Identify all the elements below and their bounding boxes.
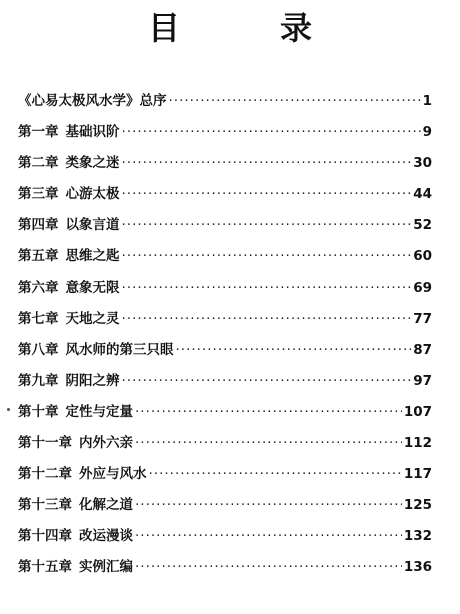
- toc-chapter-number: 第六章: [18, 279, 59, 296]
- dot-leader: [176, 340, 412, 360]
- toc-entry-chapter-2[interactable]: [18, 153, 432, 184]
- toc-entry-title: 心游太极: [65, 186, 120, 203]
- toc-page-number: 87: [413, 341, 432, 358]
- toc-entry-title: 类象之迷: [65, 155, 120, 172]
- toc-entry-title: 以象言道: [65, 217, 120, 234]
- toc-entry-chapter-1[interactable]: [18, 122, 432, 153]
- toc-entry-title: 意象无限: [65, 279, 120, 296]
- dot-leader: [135, 557, 402, 577]
- toc-page-number: 30: [413, 155, 432, 172]
- toc-entry-chapter-8[interactable]: [18, 340, 432, 371]
- toc-page-number: 69: [413, 279, 432, 296]
- toc-entry-chapter-7[interactable]: [18, 309, 432, 340]
- toc-entry-chapter-9[interactable]: [18, 371, 432, 402]
- dot-leader: [135, 526, 402, 546]
- toc-chapter-number: 第三章: [18, 186, 59, 203]
- toc-entry-chapter-13[interactable]: [18, 495, 432, 526]
- dot-leader: [122, 153, 412, 173]
- toc-chapter-number: 第四章: [18, 217, 59, 234]
- dot-leader: [122, 246, 412, 266]
- toc-chapter-number: 第十五章: [18, 559, 72, 576]
- margin-speck: [7, 408, 10, 411]
- dot-leader: [122, 122, 421, 142]
- toc-entry-chapter-11[interactable]: [18, 433, 432, 464]
- toc-chapter-number: 第十四章: [18, 528, 72, 545]
- toc-entry-title: 《心易太极风水学》总序: [18, 93, 167, 109]
- toc-entry-title: 内外六亲: [79, 435, 133, 452]
- table-of-contents: [18, 91, 432, 589]
- toc-chapter-number: 第十三章: [18, 497, 72, 514]
- toc-chapter-number: 第九章: [18, 372, 59, 389]
- toc-entry-chapter-12[interactable]: [18, 464, 432, 495]
- dot-leader: [169, 91, 421, 111]
- toc-chapter-number: 第一章: [18, 124, 59, 141]
- toc-page-number: 97: [413, 372, 432, 389]
- toc-entry-chapter-6[interactable]: [18, 278, 432, 309]
- toc-entry-title: 阴阳之辨: [65, 372, 120, 389]
- toc-entry-title: 基础识阶: [65, 124, 120, 141]
- toc-entry-title: 思维之匙: [65, 248, 120, 265]
- toc-entry-title: 天地之灵: [65, 310, 120, 327]
- toc-page-number: 117: [403, 466, 432, 483]
- toc-entry-title: 改运漫谈: [79, 528, 133, 545]
- dot-leader: [122, 278, 412, 298]
- toc-page-number: 1: [422, 93, 432, 109]
- toc-chapter-number: 第七章: [18, 310, 59, 327]
- toc-chapter-number: 第五章: [18, 248, 59, 265]
- toc-entry-chapter-3[interactable]: [18, 184, 432, 215]
- toc-entry-title: 定性与定量: [65, 403, 133, 420]
- dot-leader: [122, 184, 412, 204]
- dot-leader: [135, 402, 402, 422]
- dot-leader: [149, 464, 402, 484]
- dot-leader: [122, 371, 412, 391]
- toc-entry-chapter-10[interactable]: [18, 402, 432, 433]
- toc-entry-title: 化解之道: [79, 497, 133, 514]
- toc-page-number: 44: [413, 186, 432, 203]
- toc-page-number: 136: [403, 559, 432, 576]
- toc-page-number: 125: [403, 497, 432, 514]
- toc-entry-title: 外应与风水: [79, 466, 147, 483]
- dot-leader: [135, 433, 402, 453]
- toc-page-number: 77: [413, 310, 432, 327]
- toc-entry-chapter-5[interactable]: [18, 246, 432, 277]
- toc-page-number: 107: [403, 403, 432, 420]
- toc-entry-title: 风水师的第三只眼: [65, 341, 174, 358]
- toc-chapter-number: 第十章: [18, 403, 59, 420]
- toc-page-number: 132: [403, 528, 432, 545]
- toc-entry-chapter-14[interactable]: [18, 526, 432, 557]
- toc-page-number: 52: [413, 217, 432, 234]
- toc-chapter-number: 第二章: [18, 155, 59, 172]
- toc-chapter-number: 第十二章: [18, 466, 72, 483]
- dot-leader: [122, 215, 412, 235]
- toc-entry-chapter-4[interactable]: [18, 215, 432, 246]
- toc-entry-title: 实例汇编: [79, 559, 133, 576]
- page-title: 目 录: [147, 9, 346, 47]
- toc-page-number: 112: [403, 435, 432, 452]
- toc-page-number: 60: [413, 248, 432, 265]
- toc-chapter-number: 第十一章: [18, 435, 72, 452]
- toc-page-number: 9: [422, 124, 432, 141]
- toc-entry-chapter-15[interactable]: [18, 557, 432, 588]
- toc-chapter-number: 第八章: [18, 341, 59, 358]
- toc-entry-preface[interactable]: [18, 91, 432, 122]
- dot-leader: [122, 309, 412, 329]
- dot-leader: [135, 495, 402, 515]
